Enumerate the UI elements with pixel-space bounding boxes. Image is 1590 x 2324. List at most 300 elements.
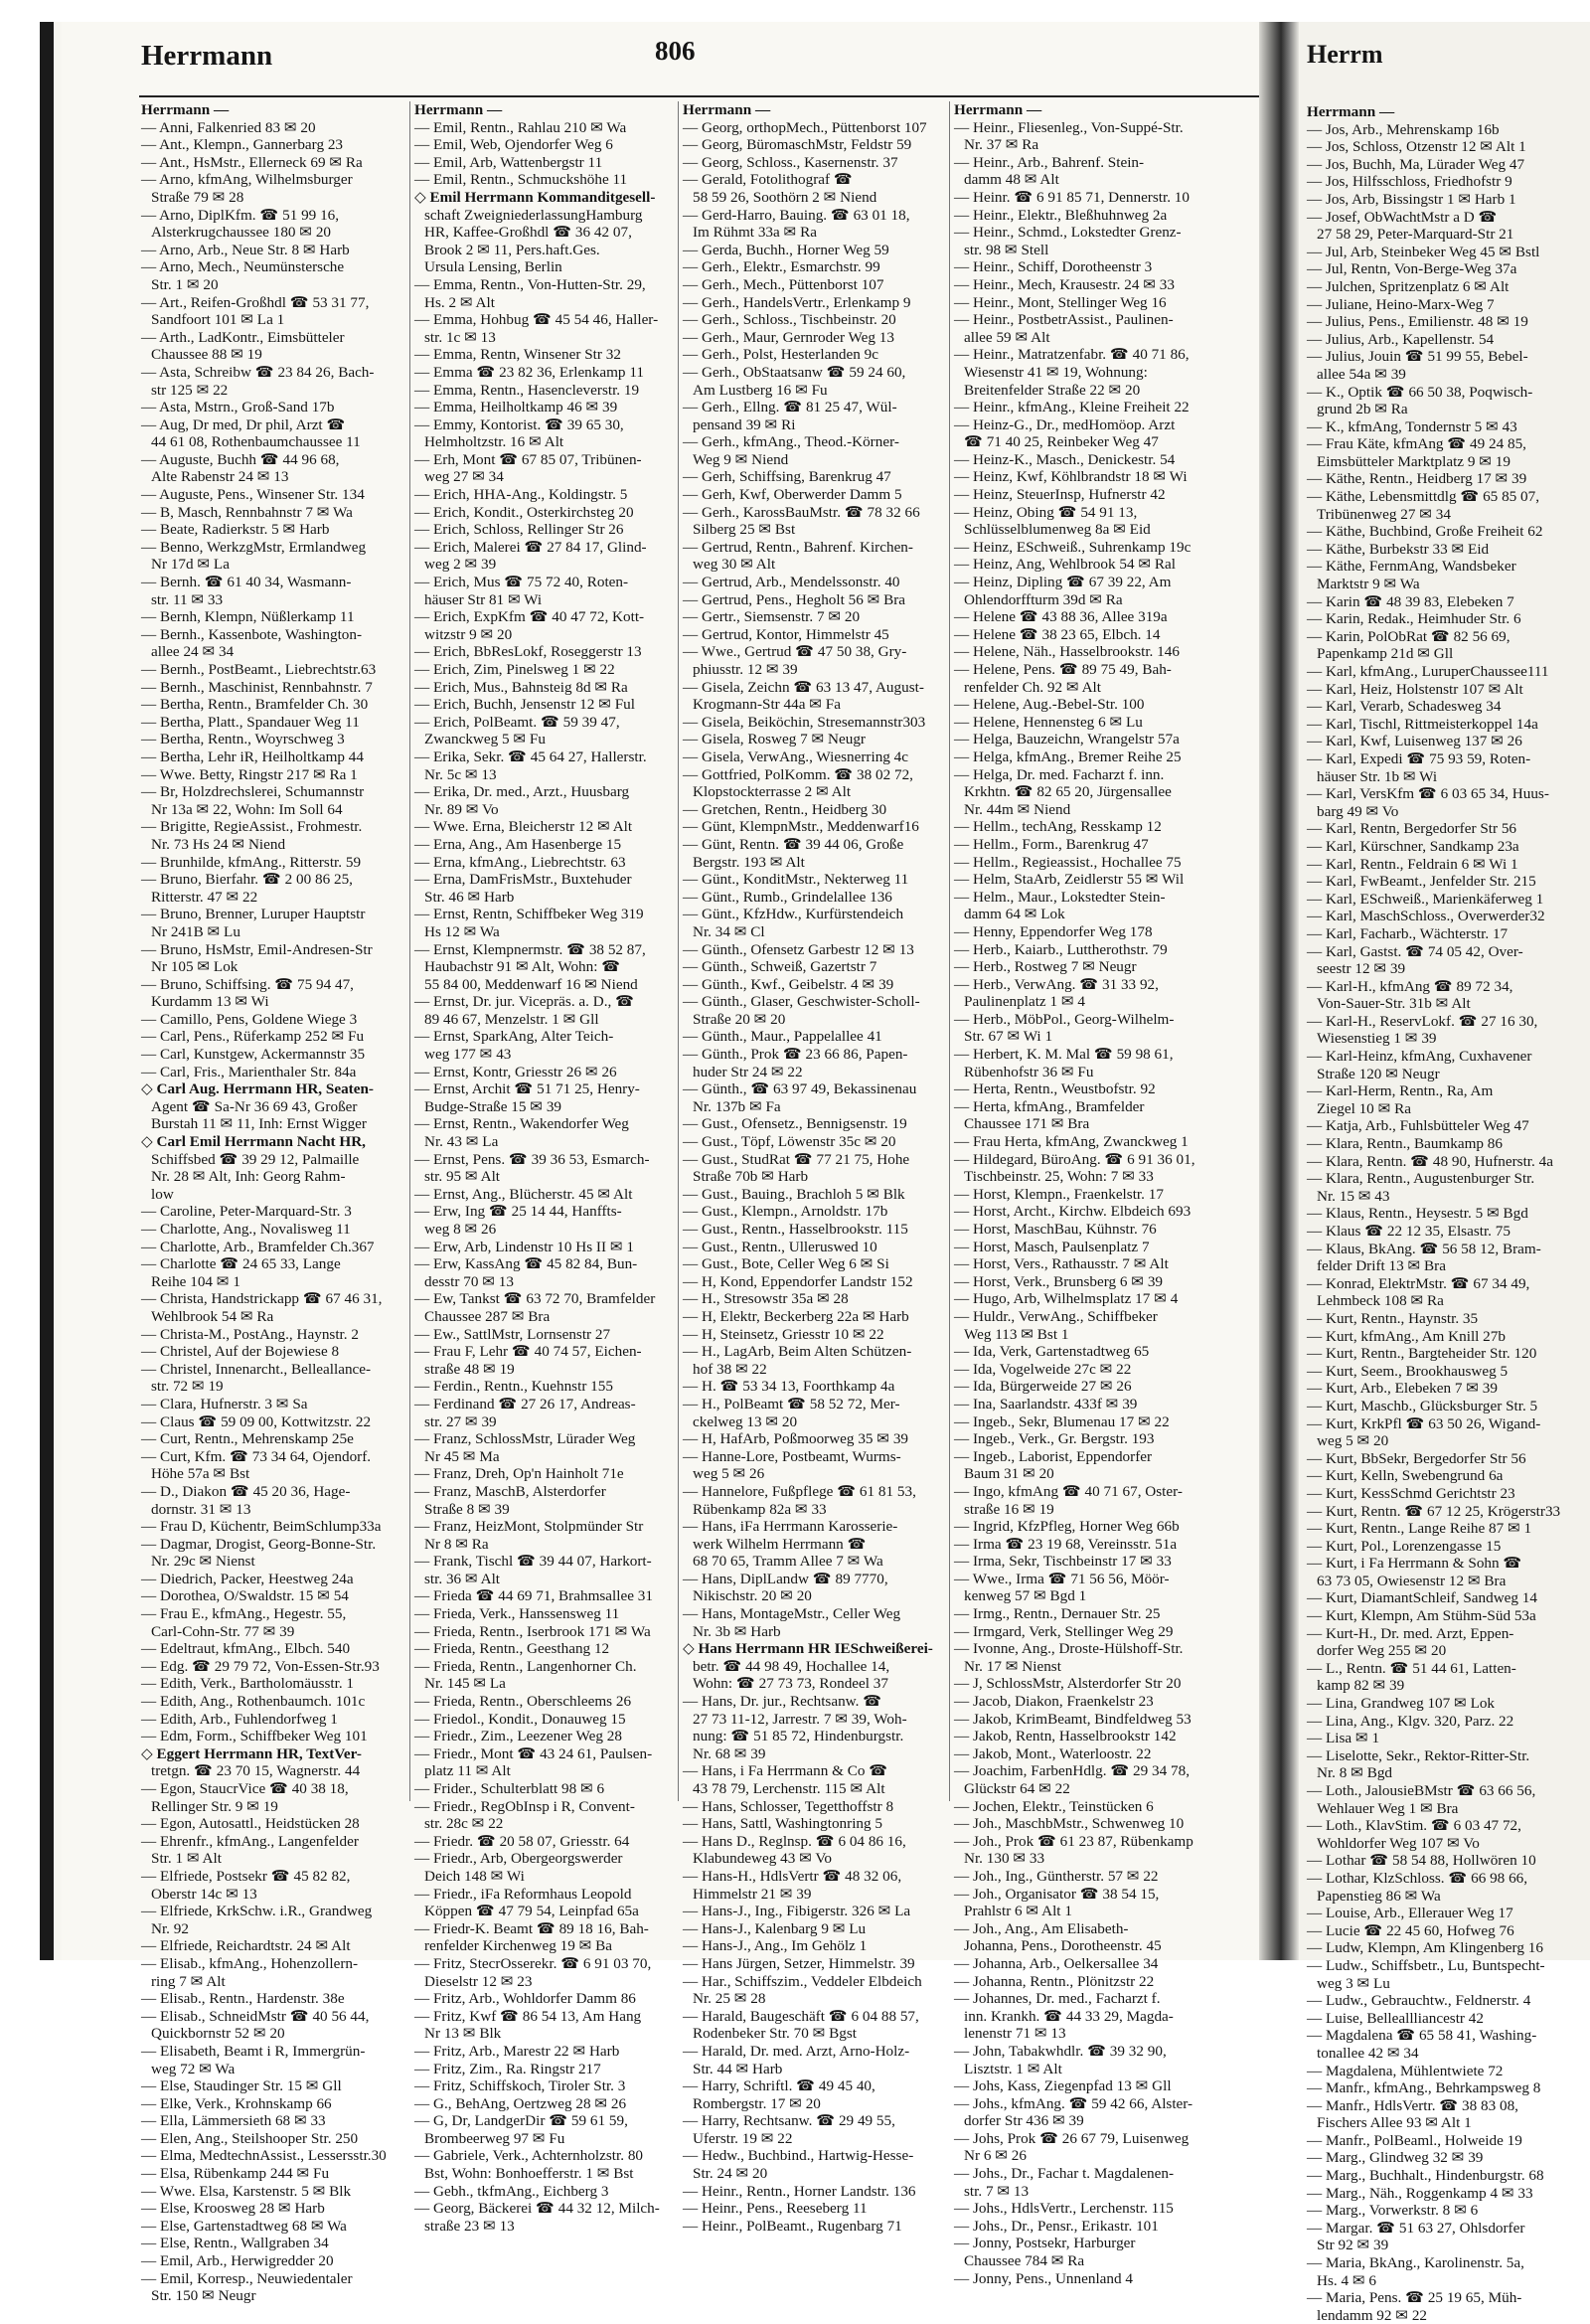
- directory-entry-line: — H., PolBeamt ☎ 58 52 72, Mer-: [683, 1395, 900, 1412]
- directory-entry-line: weg 177 ✉ 43: [424, 1046, 512, 1064]
- directory-entry-line: — Erw, KassAng ☎ 45 82 84, Bun-: [414, 1255, 638, 1273]
- directory-entry-line: — Frau Herta, kfmAng, Zwanckweg 1: [954, 1133, 1189, 1151]
- directory-entry-line: 55 84 00, Meddenwarf 16 ✉ Niend: [424, 975, 638, 993]
- directory-entry-line: — Kurt, KessSchmd Gerichtstr 23: [1307, 1484, 1515, 1502]
- directory-entry-line: — Karl, Facharb., Wächterstr. 17: [1307, 924, 1509, 942]
- directory-entry-line: Lehmbeck 108 ✉ Ra: [1317, 1292, 1444, 1310]
- directory-entry-line: — Emil, Korresp., Neuwiedentaler: [141, 2269, 353, 2287]
- page-number: 806: [655, 36, 696, 66]
- directory-entry-line: — Karl, Expedi ☎ 75 93 59, Roten-: [1307, 749, 1531, 767]
- directory-entry-line: str. 28c ✉ 22: [424, 1815, 504, 1833]
- directory-entry-line: — Gisela, Rosweg 7 ✉ Neugr: [683, 731, 866, 748]
- directory-entry-line: — Art., Reifen-Großhdl ☎ 53 31 77,: [141, 293, 370, 311]
- directory-entry-line: — Franz, HeizMont, Stolpmünder Str: [414, 1518, 644, 1536]
- directory-entry-line: — Karl, Tischl, Rittmeisterkoppel 14a: [1307, 715, 1538, 733]
- directory-entry-line: — Heinr., Schmd., Lokstedter Grenz-: [954, 224, 1182, 242]
- directory-entry-line: — Erich, Schloss, Rellinger Str 26: [414, 521, 624, 539]
- directory-entry-line: — Gertrud, Pens., Hegholt 56 ✉ Bra: [683, 590, 906, 608]
- directory-entry-line: — Ivonne, Ang., Droste-Hülshoff-Str.: [954, 1640, 1184, 1658]
- directory-entry-line: weg 27 ✉ 34: [424, 468, 504, 486]
- directory-entry-line: — Johannes, Dr. med., Facharzt f.: [954, 1990, 1161, 2008]
- directory-entry-line: Ziegel 10 ✉ Ra: [1317, 1099, 1411, 1117]
- directory-entry-line: — Gretchen, Rentn., Heidberg 30: [683, 800, 887, 818]
- directory-entry-line: — Elen, Ang., Steilshooper Str. 250: [141, 2129, 359, 2147]
- directory-entry-line: — H, Elektr, Beckerberg 22a ✉ Harb: [683, 1307, 909, 1325]
- directory-entry-line: — Wwe., Gertrud ☎ 47 50 38, Gry-: [683, 643, 907, 661]
- directory-entry-line: — Heinz, Kwf, Köhlbrandstr 18 ✉ Wi: [954, 468, 1188, 486]
- directory-entry-line: Str. 1 ✉ Alt: [151, 1850, 222, 1868]
- directory-entry-line: — Julchen, Spritzenplatz 6 ✉ Alt: [1307, 277, 1510, 295]
- directory-entry-line: Papenkamp 21d ✉ Gll: [1317, 645, 1454, 663]
- directory-entry-line: — Edith, Arb., Fuhlendorfweg 1: [141, 1710, 338, 1728]
- directory-entry-line: — Erna, kfmAng., Liebrechtstr. 63: [414, 853, 626, 871]
- directory-entry-line: — Erw, Ing ☎ 25 14 44, Hanffts-: [414, 1203, 622, 1221]
- directory-entry-line: Nr. 34 ✉ Cl: [693, 922, 765, 940]
- column-heading: Herrmann —: [683, 101, 771, 118]
- directory-entry-line: — Joh., MaschbMstr., Schwenweg 10: [954, 1815, 1185, 1833]
- directory-entry-line: — Arno, Mech., Neumünstersche: [141, 258, 345, 276]
- directory-entry-line: — Jul, Arb, Steinbeker Weg 45 ✉ Bstl: [1307, 243, 1540, 260]
- directory-entry-line: — Irmgard, Verk, Stellinger Weg 29: [954, 1622, 1174, 1640]
- directory-entry-line: — Klaus, Rentn., Heysestr. 5 ✉ Bgd: [1307, 1205, 1528, 1223]
- directory-entry-line: — Lothar, KlzSchloss. ☎ 66 98 66,: [1307, 1869, 1528, 1887]
- directory-entry-line: Carl-Cohn-Str. 77 ✉ 39: [151, 1622, 295, 1640]
- directory-entry-line: Im Rühmt 33a ✉ Ra: [693, 224, 817, 242]
- directory-entry-line: — Charlotte, Arb., Bramfelder Ch.367: [141, 1238, 375, 1255]
- directory-entry-line: — Camillo, Pens, Goldene Wiege 3: [141, 1010, 358, 1028]
- directory-entry-line: straße 23 ✉ 13: [424, 2217, 515, 2235]
- directory-entry-line: — Heinz, SteuerInsp, Hufnerstr 42: [954, 486, 1166, 504]
- directory-entry-line: — Else, Rentn., Wallgraben 34: [141, 2235, 329, 2252]
- directory-entry-line: — Heinr., PolBeamt., Rugenbarg 71: [683, 2217, 902, 2235]
- directory-entry-line: renfelder Ch. 92 ✉ Alt: [964, 678, 1101, 696]
- directory-entry-line: str. 98 ✉ Stell: [964, 241, 1049, 258]
- directory-entry-line: — Emma, Rentn., Von-Hutten-Str. 29,: [414, 275, 646, 293]
- directory-entry-line: — Hans Jürgen, Setzer, Himmelstr. 39: [683, 1954, 915, 1972]
- directory-entry-line: weg 72 ✉ Wa: [151, 2060, 236, 2077]
- directory-entry-line: — Heinr., PostbetrAssist., Paulinen-: [954, 311, 1174, 329]
- directory-entry-line: Str 92 ✉ 39: [1317, 2237, 1389, 2254]
- directory-entry-line: — Erich, PolBeamt. ☎ 59 39 47,: [414, 713, 620, 731]
- directory-entry-line: — Karl, Verarb, Schadesweg 34: [1307, 698, 1502, 716]
- directory-entry-line: — Franz, Dreh, Op'n Hainholt 71e: [414, 1465, 624, 1483]
- directory-entry-line: — Wwe. Elsa, Karstenstr. 5 ✉ Blk: [141, 2182, 352, 2200]
- directory-entry-line: — Gerh., Ellng. ☎ 81 25 47, Wül-: [683, 399, 897, 416]
- directory-entry-line: — Hans, iFa Herrmann Karosserie-: [683, 1518, 898, 1536]
- directory-entry-line: — Bertha, Lehr iR, Heilholtkamp 44: [141, 747, 364, 765]
- directory-entry-line: — Heinr., Schiff, Dorotheenstr 3: [954, 258, 1153, 276]
- directory-entry-line: — Herb., Rostweg 7 ✉ Neugr: [954, 958, 1137, 976]
- directory-entry-line: — Ernst, Archit ☎ 51 71 25, Henry-: [414, 1080, 640, 1098]
- directory-entry-line: — Hans, Sattl, Washingtonring 5: [683, 1815, 882, 1833]
- directory-entry-line: ◇ Emil Herrmann Kommanditgesell-: [414, 188, 656, 206]
- directory-entry-line: — Carl, Kunstgew, Ackermannstr 35: [141, 1046, 366, 1064]
- directory-entry-line: — Emil, Rentn., Schmuckshöhe 11: [414, 171, 628, 189]
- directory-entry-line: Tischbeinstr. 25, Wohn: 7 ✉ 33: [964, 1168, 1154, 1186]
- directory-entry-line: weg 5 ✉ 20: [1317, 1432, 1389, 1450]
- directory-entry-line: Glückstr 64 ✉ 22: [964, 1780, 1070, 1797]
- directory-entry-line: Nr. 92: [151, 1919, 189, 1937]
- directory-entry-line: — Friedr., Zim., Leezener Weg 28: [414, 1728, 622, 1745]
- directory-entry-line: — Kurt, Rentn., Lange Reihe 87 ✉ 1: [1307, 1520, 1532, 1538]
- directory-entry-line: — Magdalena ☎ 65 58 41, Washing-: [1307, 2027, 1537, 2045]
- directory-entry-line: — Karl, FwBeamt., Jenfelder Str. 215: [1307, 873, 1536, 891]
- directory-entry-line: dorfer Weg 255 ✉ 20: [1317, 1642, 1447, 1660]
- directory-entry-line: pensand 39 ✉ Ri: [693, 415, 796, 433]
- directory-entry-line: Nr 105 ✉ Lok: [151, 958, 238, 976]
- directory-entry-line: — Harry, Schriftl. ☎ 49 45 40,: [683, 2077, 875, 2095]
- directory-entry-line: Chaussee 784 ✉ Ra: [964, 2252, 1085, 2270]
- directory-entry-line: — Carl, Pens., Rüferkamp 252 ✉ Fu: [141, 1028, 365, 1046]
- directory-entry-line: — Frieda, Rentn., Oberschleems 26: [414, 1693, 632, 1711]
- directory-entry-line: — Hans-J., Kalenbarg 9 ✉ Lu: [683, 1919, 867, 1937]
- directory-entry-line: Am Lustberg 16 ✉ Fu: [693, 381, 828, 399]
- directory-entry-line: — Frieda, Rentn., Langenhorner Ch.: [414, 1657, 637, 1675]
- directory-entry-line: — Karl, kfmAng., LuruperChaussee111: [1307, 663, 1549, 680]
- directory-entry-line: Krkhtn. ☎ 82 65 20, Jürgensallee: [964, 783, 1172, 801]
- directory-entry-line: — Erich, ExpKfm ☎ 40 47 72, Kott-: [414, 608, 645, 626]
- directory-entry-line: — Lothar ☎ 58 54 88, Hollwören 10: [1307, 1852, 1536, 1870]
- directory-entry-line: Nr. 37 ✉ Ra: [964, 136, 1039, 154]
- directory-entry-line: Kurdamm 13 ✉ Wi: [151, 993, 269, 1011]
- directory-entry-line: — Günt., Rumb., Grindelallee 136: [683, 888, 892, 906]
- directory-entry-line: — Bernh., Kassenbote, Washington-: [141, 625, 363, 643]
- directory-entry-line: — Karl-Heinz, kfmAng, Cuxhavener: [1307, 1048, 1532, 1066]
- directory-page: [62, 22, 1259, 2305]
- directory-entry-line: — Gust., Töpf, Löwenstr 35c ✉ 20: [683, 1133, 896, 1151]
- directory-entry-line: — Charlotte, Ang., Novalisweg 11: [141, 1221, 351, 1238]
- directory-entry-line: — Karl-H., ReservLokf. ☎ 27 16 30,: [1307, 1012, 1538, 1030]
- directory-entry-line: — Frieda, Rentn., Geesthang 12: [414, 1640, 610, 1658]
- directory-entry-line: — Käthe, FernmAng, Wandsbeker: [1307, 558, 1516, 576]
- directory-entry-line: — Heinr., Elektr., Bleßhuhnweg 2a: [954, 206, 1168, 224]
- directory-entry-line: — Frieda ☎ 44 69 71, Brahmsallee 31: [414, 1587, 653, 1605]
- directory-entry-line: — Erich, BbResLokf, Roseggerstr 13: [414, 643, 642, 661]
- directory-entry-line: — H., Stresowstr 35a ✉ 28: [683, 1290, 849, 1308]
- directory-entry-line: — G., BehAng, Oertzweg 28 ✉ 26: [414, 2094, 627, 2112]
- directory-entry-line: — Karin, Redak., Heimhuder Str. 6: [1307, 610, 1521, 628]
- directory-entry-line: häuser Str 81 ✉ Wi: [424, 590, 543, 608]
- directory-entry-line: — Helga, Bauzeichn, Wrangelstr 57a: [954, 731, 1180, 748]
- directory-entry-line: — Horst, Verk., Brunsberg 6 ✉ 39: [954, 1272, 1164, 1290]
- directory-entry-line: ◇ Carl Emil Herrmann Nacht HR,: [141, 1133, 366, 1151]
- directory-entry-line: Wiesenstr 41 ✉ 19, Wohnung:: [964, 363, 1148, 381]
- directory-entry-line: — Kurt, kfmAng., Am Knill 27b: [1307, 1327, 1506, 1345]
- directory-entry-line: str. 11 ✉ 33: [151, 590, 224, 608]
- directory-entry-line: — Frau E., kfmAng., Hegestr. 55,: [141, 1605, 347, 1623]
- directory-entry-line: — H, HafArb, Poßmoorweg 35 ✉ 39: [683, 1430, 909, 1448]
- directory-entry-line: — Heinz, Ang, Wehlbrook 54 ✉ Ral: [954, 556, 1176, 574]
- directory-entry-line: — Liselotte, Sekr., Rektor-Ritter-Str.: [1307, 1746, 1530, 1764]
- directory-entry-line: — Luise, Belleallliancestr 42: [1307, 2009, 1484, 2027]
- directory-entry-line: — Gust., Bauing., Brachloh 5 ✉ Blk: [683, 1185, 905, 1203]
- directory-entry-line: — Kurt, Rentn. ☎ 67 12 25, Krögerstr33: [1307, 1502, 1561, 1520]
- directory-entry-line: — Hannelore, Fußpflege ☎ 61 81 53,: [683, 1482, 916, 1500]
- directory-entry-line: — Dorothea, O/Swaldstr. 15 ✉ 54: [141, 1587, 349, 1605]
- directory-entry-line: — Fritz, Zim., Ra. Ringstr 217: [414, 2060, 601, 2077]
- directory-entry-line: — Gerald, Fotolithograf ☎: [683, 171, 853, 189]
- directory-entry-line: — Gerh., kfmAng., Theod.-Körner-: [683, 433, 899, 451]
- directory-entry-line: — Asta, Mstrn., Groß-Sand 17b: [141, 399, 335, 416]
- directory-entry-line: — Maria, BkAng., Karolinenstr. 5a,: [1307, 2254, 1524, 2272]
- directory-column-2: [414, 101, 678, 2235]
- directory-entry-line: — Klaus, BkAng. ☎ 56 58 12, Bram-: [1307, 1240, 1541, 1257]
- directory-entry-line: damm 48 ✉ Alt: [964, 171, 1059, 189]
- directory-entry-line: — Harald, Dr. med. Arzt, Arno-Holz-: [683, 2042, 910, 2060]
- directory-entry-line: Brook 2 ✉ 11, Pers.haft.Ges.: [424, 241, 600, 258]
- directory-entry-line: — Bruno, Bierfahr. ☎ 2 00 86 25,: [141, 871, 353, 889]
- directory-entry-line: ◇ Carl Aug. Herrmann HR, Seaten-: [141, 1080, 374, 1098]
- directory-entry-line: — Gerh., KarossBauMstr. ☎ 78 32 66: [683, 503, 920, 521]
- directory-entry-line: — Erna, Ang., Am Hasenberge 15: [414, 835, 622, 853]
- directory-entry-line: str. 72 ✉ 19: [151, 1378, 224, 1396]
- directory-entry-line: — Josef, ObWachtMstr a D ☎: [1307, 208, 1498, 226]
- directory-entry-line: Rübenhofstr 36 ✉ Fu: [964, 1063, 1094, 1080]
- directory-entry-line: Baum 31 ✉ 20: [964, 1465, 1054, 1483]
- directory-entry-line: — Günth., Ofensetz Garbestr 12 ✉ 13: [683, 940, 914, 958]
- directory-entry-line: — Anni, Falkenried 83 ✉ 20: [141, 118, 316, 136]
- directory-entry-line: — Else, Gartenstadtweg 68 ✉ Wa: [141, 2217, 347, 2235]
- directory-entry-line: — Erna, DamFrisMstr., Buxtehuder: [414, 871, 632, 889]
- directory-entry-line: nung: ☎ 51 85 72, Hindenburgstr.: [693, 1728, 904, 1745]
- directory-entry-line: — Gisela, VerwAng., Wiesnerring 4c: [683, 747, 909, 765]
- directory-entry-line: — Gerda, Buchh., Horner Weg 59: [683, 241, 889, 258]
- directory-entry-line: — Clara, Hufnerstr. 3 ✉ Sa: [141, 1395, 308, 1412]
- directory-entry-line: — Claus ☎ 59 09 00, Kottwitzstr. 22: [141, 1412, 372, 1430]
- directory-entry-line: straße 48 ✉ 19: [424, 1360, 515, 1378]
- directory-entry-line: Himmelstr 21 ✉ 39: [693, 1885, 812, 1903]
- directory-entry-line: — Gertr., Siemsenstr. 7 ✉ 20: [683, 608, 861, 626]
- directory-entry-line: Str. 46 ✉ Harb: [424, 888, 515, 906]
- directory-entry-line: — H, Kond, Eppendorfer Landstr 152: [683, 1272, 913, 1290]
- directory-entry-line: Nr. 137b ✉ Fa: [693, 1097, 781, 1115]
- directory-entry-line: — Johs., Dr., Pensr., Erikastr. 101: [954, 2217, 1159, 2235]
- directory-entry-line: — Ingeb., Sekr, Blumenau 17 ✉ 22: [954, 1412, 1170, 1430]
- directory-entry-line: — Horst, Masch, Paulsenplatz 7: [954, 1238, 1150, 1255]
- directory-entry-line: — Lisa ✉ 1: [1307, 1730, 1380, 1747]
- directory-entry-line: — Heinz, Dipling ☎ 67 39 22, Am: [954, 574, 1172, 591]
- directory-entry-line: — Manfr., HdlsVertr. ☎ 38 83 08,: [1307, 2096, 1518, 2114]
- directory-entry-line: — Ida, Vogelweide 27c ✉ 22: [954, 1360, 1132, 1378]
- directory-entry-line: — Wwe., Irma ☎ 71 56 56, Möör-: [954, 1570, 1170, 1587]
- directory-entry-line: — Christa, Handstrickapp ☎ 67 46 31,: [141, 1290, 383, 1308]
- directory-entry-line: — Karl-Herm, Rentn., Ra, Am: [1307, 1082, 1494, 1100]
- directory-entry-line: — Hanne-Lore, Postbeamt, Wurms-: [683, 1447, 901, 1465]
- directory-entry-line: — Wwe. Erna, Bleicherstr 12 ✉ Alt: [414, 818, 633, 836]
- directory-entry-line: — Klara, Rentn., Augustenburger Str.: [1307, 1170, 1535, 1188]
- directory-entry-line: platz 11 ✉ Alt: [424, 1762, 511, 1780]
- column-heading: Herrmann —: [141, 101, 230, 118]
- directory-entry-line: straße 16 ✉ 19: [964, 1500, 1054, 1518]
- directory-entry-line: Johanna, Pens., Dorotheenstr. 45: [964, 1937, 1162, 1955]
- directory-entry-line: — Kurt, Arb., Elebeken 7 ✉ 39: [1307, 1380, 1498, 1398]
- directory-entry-line: — Joh., Prok ☎ 61 23 87, Rübenkamp: [954, 1832, 1193, 1850]
- directory-entry-line: — Ew., SattlMstr, Lornsenstr 27: [414, 1325, 611, 1343]
- directory-entry-line: — Helene, Aug.-Bebel-Str. 100: [954, 696, 1145, 714]
- directory-entry-line: — Georg, Schloss., Kasernenstr. 37: [683, 153, 898, 171]
- directory-entry-line: — Johs, Kass, Ziegenpfad 13 ✉ Gll: [954, 2077, 1172, 2095]
- directory-entry-line: — Helene, Hennensteg 6 ✉ Lu: [954, 713, 1143, 731]
- directory-entry-line: — Emma, Rentn, Winsener Str 32: [414, 346, 621, 364]
- directory-entry-line: — Frider., Schulterblatt 98 ✉ 6: [414, 1780, 605, 1797]
- directory-entry-line: — Helm, StaArb, Zeidlerstr 55 ✉ Wil: [954, 871, 1185, 889]
- directory-entry-line: — Karl, ESchweiß., Marienkäferweg 1: [1307, 890, 1544, 908]
- directory-entry-line: — Kurt, Rentn., Haynstr. 35: [1307, 1309, 1479, 1327]
- directory-entry-line: — Joachim, FarbenHdlg. ☎ 29 34 78,: [954, 1762, 1191, 1780]
- directory-entry-line: Alsterkrugchaussee 180 ✉ 20: [151, 224, 332, 242]
- directory-entry-line: — Gottfried, PolKomm. ☎ 38 02 72,: [683, 765, 913, 783]
- directory-entry-line: — Bernh., Maschinist, Rennbahnstr. 7: [141, 678, 373, 696]
- directory-entry-line: — Jacob, Diakon, Fraenkelstr 23: [954, 1693, 1154, 1711]
- directory-entry-line: — Julius, Pens., Emilienstr. 48 ✉ 19: [1307, 313, 1528, 331]
- directory-entry-line: — Jos, Arb., Mehrenskamp 16b: [1307, 120, 1500, 138]
- directory-entry-line: — Hedw., Buchbind., Hartwig-Hesse-: [683, 2147, 914, 2165]
- directory-entry-line: — Brigitte, RegieAssist., Frohmestr.: [141, 818, 363, 836]
- directory-entry-line: — Karin, PolObRat ☎ 82 56 69,: [1307, 627, 1510, 645]
- directory-entry-line: — Erika, Dr. med., Arzt., Huusbarg: [414, 783, 630, 801]
- directory-entry-line: — Käthe, Burbekstr 33 ✉ Eid: [1307, 540, 1490, 558]
- directory-entry-line: — Friedr., Arb, Obergeorgswerder: [414, 1850, 623, 1868]
- directory-entry-line: — Herbert, K. M. Mal ☎ 59 98 61,: [954, 1046, 1174, 1064]
- directory-entry-line: — Günth., Schweiß, Gazertstr 7: [683, 958, 877, 976]
- directory-entry-line: — Harald, Baugeschäft ☎ 6 04 88 57,: [683, 2007, 919, 2025]
- directory-entry-line: — Erich, HHA-Ang., Koldingstr. 5: [414, 486, 628, 504]
- directory-entry-line: — Herta, kfmAng., Bramfelder: [954, 1097, 1145, 1115]
- directory-entry-line: — Emil, Rentn., Rahlau 210 ✉ Wa: [414, 118, 627, 136]
- directory-entry-line: Klopstockterrasse 2 ✉ Alt: [693, 783, 852, 801]
- directory-entry-line: Chaussee 88 ✉ 19: [151, 346, 262, 364]
- directory-entry-line: weg 3 ✉ Lu: [1317, 1974, 1390, 1992]
- column-rule: [678, 101, 679, 1801]
- directory-entry-line: — Gust., StudRat ☎ 77 21 75, Hohe: [683, 1150, 910, 1168]
- directory-entry-line: Ohlendorffturm 39d ✉ Ra: [964, 590, 1123, 608]
- directory-entry-line: — Gerh., ObStaatsanw ☎ 59 24 60,: [683, 363, 906, 381]
- directory-entry-line: Höhe 57a ✉ Bst: [151, 1465, 250, 1483]
- directory-entry-line: — Emma, Hohbug ☎ 45 54 46, Haller-: [414, 311, 659, 329]
- directory-entry-line: — Jakob, Rentn, Hasselbrookstr 142: [954, 1728, 1177, 1745]
- directory-entry-line: dorfer Str 436 ✉ 39: [964, 2112, 1084, 2130]
- directory-entry-line: Nr. 73 Hs 24 ✉ Niend: [151, 835, 286, 853]
- directory-entry-line: — Fritz, Schiffskoch, Tiroler Str. 3: [414, 2077, 626, 2095]
- directory-entry-line: tretgn. ☎ 23 70 15, Wagnerstr. 44: [151, 1762, 361, 1780]
- directory-entry-line: — Günth., Prok ☎ 23 66 86, Papen-: [683, 1046, 908, 1064]
- directory-entry-line: — Johs., HdlsVertr., Lerchenstr. 115: [954, 2200, 1174, 2218]
- directory-entry-line: — Arth., LadKontr., Eimsbütteler: [141, 328, 345, 346]
- directory-entry-line: — Käthe, Lebensmittdlg ☎ 65 85 07,: [1307, 488, 1540, 506]
- directory-entry-line: Nr 13 ✉ Blk: [424, 2025, 502, 2043]
- directory-entry-line: Nr. 28 ✉ Alt, Inh: Georg Rahm-: [151, 1168, 346, 1186]
- directory-entry-line: Sandfoort 101 ✉ La 1: [151, 311, 285, 329]
- directory-entry-line: — Bernh. ☎ 61 40 34, Wasmann-: [141, 574, 352, 591]
- directory-entry-line: — Fritz, Kwf ☎ 86 54 13, Am Hang: [414, 2007, 642, 2025]
- directory-entry-line: — Jos, Schloss, Otzenstr 12 ✉ Alt 1: [1307, 138, 1526, 156]
- directory-entry-line: — Bernh., PostBeamt., Liebrechtstr.63: [141, 661, 377, 678]
- directory-entry-line: — Gerh, Kwf, Oberwerder Damm 5: [683, 486, 902, 504]
- directory-entry-line: Köppen ☎ 47 79 54, Leinpfad 65a: [424, 1903, 639, 1920]
- directory-entry-line: — Ferdinand ☎ 27 26 17, Andreas-: [414, 1395, 636, 1412]
- directory-entry-line: — Gerh., HandelsVertr., Erlenkamp 9: [683, 293, 911, 311]
- directory-entry-line: 27 73 11-12, Jarrestr. 7 ✉ 39, Woh-: [693, 1710, 907, 1728]
- directory-entry-line: — Marg., Glindweg 32 ✉ 39: [1307, 2149, 1484, 2167]
- directory-entry-line: desstr 70 ✉ 13: [424, 1272, 514, 1290]
- directory-entry-line: — Beate, Radierkstr. 5 ✉ Harb: [141, 521, 330, 539]
- directory-entry-line: — Kurt, Maschb., Glücksburger Str. 5: [1307, 1397, 1538, 1414]
- directory-entry-line: — Christa-M., PostAng., Haynstr. 2: [141, 1325, 359, 1343]
- directory-entry-line: — Hellm., Regieassist., Hochallee 75: [954, 853, 1182, 871]
- directory-entry-line: — Aug, Dr med, Dr phil, Arzt ☎: [141, 415, 346, 433]
- directory-entry-line: — B, Masch, Rennbahnstr 7 ✉ Wa: [141, 503, 353, 521]
- directory-entry-line: — Friedr. ☎ 20 58 07, Griesstr. 64: [414, 1832, 630, 1850]
- directory-entry-line: — Bruno, Brenner, Luruper Hauptstr: [141, 906, 366, 923]
- directory-entry-line: — Kurt, Rentn., Bargteheider Str. 120: [1307, 1345, 1537, 1363]
- directory-entry-line: — Heinz-K., Masch., Denickestr. 54: [954, 450, 1176, 468]
- directory-entry-line: — Ernst, Dr. jur. Vicepräs. a. D., ☎: [414, 993, 635, 1011]
- directory-entry-line: — Ew, Tankst ☎ 63 72 70, Bramfelder: [414, 1290, 656, 1308]
- directory-entry-line: — Gabriele, Verk., Achternholzstr. 80: [414, 2147, 644, 2165]
- directory-entry-line: Nr. 8 ✉ Bgd: [1317, 1764, 1393, 1782]
- directory-entry-line: Helmholtzstr. 16 ✉ Alt: [424, 433, 564, 451]
- directory-entry-line: — Kurt, Kelln, Swebengrund 6a: [1307, 1467, 1504, 1485]
- book-gutter: [1259, 22, 1299, 1960]
- directory-entry-line: — Horst, MaschBau, Kühnstr. 76: [954, 1221, 1157, 1238]
- directory-entry-line: ◇ Eggert Herrmann HR, TextVer-: [141, 1744, 362, 1762]
- directory-entry-line: Schiffsbed ☎ 39 29 12, Palmaille: [151, 1150, 360, 1168]
- directory-entry-line: Prahlstr 6 ✉ Alt 1: [964, 1903, 1072, 1920]
- directory-entry-line: — Georg, orthopMech., Püttenborst 107: [683, 118, 927, 136]
- directory-entry-line: — Carl, Fris., Marienthaler Str. 84a: [141, 1063, 357, 1080]
- directory-entry-line: Reihe 104 ✉ 1: [151, 1272, 240, 1290]
- directory-entry-line: — Gerh., Maur, Gernroder Weg 13: [683, 328, 894, 346]
- directory-entry-line: Rombergstr. 17 ✉ 20: [693, 2094, 821, 2112]
- directory-entry-line: — Arno, DiplKfm. ☎ 51 99 16,: [141, 206, 340, 224]
- directory-entry-line: phiusstr. 12 ✉ 39: [693, 661, 798, 678]
- directory-entry-line: — Frieda, Verk., Hanssensweg 11: [414, 1605, 620, 1623]
- directory-entry-line: betr. ☎ 44 98 49, Hochallee 14,: [693, 1657, 890, 1675]
- directory-entry-line: — Heinr., Matratzenfabr. ☎ 40 71 86,: [954, 346, 1190, 364]
- directory-entry-line: — Horst, Klempn., Fraenkelstr. 17: [954, 1185, 1164, 1203]
- directory-entry-line: — Hans, Dr. jur., Rechtsanw. ☎: [683, 1693, 882, 1711]
- directory-entry-line: — Erich, Kondit., Osterkirchsteg 20: [414, 503, 634, 521]
- directory-entry-line: — Georg, BüromaschMstr, Feldstr 59: [683, 136, 912, 154]
- directory-entry-line: — Edeltraut, kfmAng., Elbch. 540: [141, 1640, 351, 1658]
- directory-entry-line: — Herta, Rentn., Weustbofstr. 92: [954, 1080, 1156, 1098]
- directory-entry-line: barg 49 ✉ Vo: [1317, 802, 1399, 820]
- directory-entry-line: 27 58 29, Peter-Marquard-Str 21: [1317, 226, 1514, 244]
- directory-entry-line: — Fritz, StecrOsserekr. ☎ 6 91 03 70,: [414, 1954, 652, 1972]
- directory-entry-line: ◇ Hans Herrmann HR IESchweißerei-: [683, 1640, 933, 1658]
- directory-entry-line: — Ingrid, KfzPfleg, Horner Weg 66b: [954, 1518, 1180, 1536]
- directory-entry-line: Nr. 89 ✉ Vo: [424, 800, 499, 818]
- directory-entry-line: — Günt, Rentn. ☎ 39 44 06, Große: [683, 835, 904, 853]
- directory-entry-line: — Manfr., PolBeaml., Holweide 19: [1307, 2131, 1522, 2149]
- directory-entry-line: — Karin ☎ 48 39 83, Elebeken 7: [1307, 592, 1514, 610]
- directory-entry-line: — Elisabeth, Beamt i R, Immergrün-: [141, 2042, 366, 2060]
- directory-entry-line: — Bertha, Rentn., Bramfelder Ch. 30: [141, 696, 369, 714]
- directory-entry-line: str 125 ✉ 22: [151, 381, 229, 399]
- directory-entry-line: Str. 1 ✉ 20: [151, 275, 219, 293]
- directory-entry-line: Nikischstr. 20 ✉ 20: [693, 1587, 812, 1605]
- directory-entry-line: Nr 13a ✉ 22, Wohn: Im Soll 64: [151, 800, 343, 818]
- directory-entry-line: — Marg., Buchhalt., Hindenburgstr. 68: [1307, 2167, 1544, 2185]
- column-rule: [409, 101, 410, 1801]
- directory-entry-line: — Horst, Vers., Rathausstr. 7 ✉ Alt: [954, 1255, 1169, 1273]
- directory-entry-line: — Egon, StaucrVice ☎ 40 38 18,: [141, 1780, 349, 1797]
- directory-entry-line: — Ernst, SparkAng, Alter Teich-: [414, 1028, 614, 1046]
- directory-entry-line: — Ina, Saarlandstr. 433f ✉ 39: [954, 1395, 1138, 1412]
- directory-entry-line: — Hans D., Reglnsp. ☎ 6 04 86 16,: [683, 1832, 906, 1850]
- directory-entry-line: — Har., Schiffszim., Veddeler Elbdeich: [683, 1972, 922, 1990]
- directory-entry-line: — Dagmar, Drogist, Georg-Bonne-Str.: [141, 1535, 377, 1553]
